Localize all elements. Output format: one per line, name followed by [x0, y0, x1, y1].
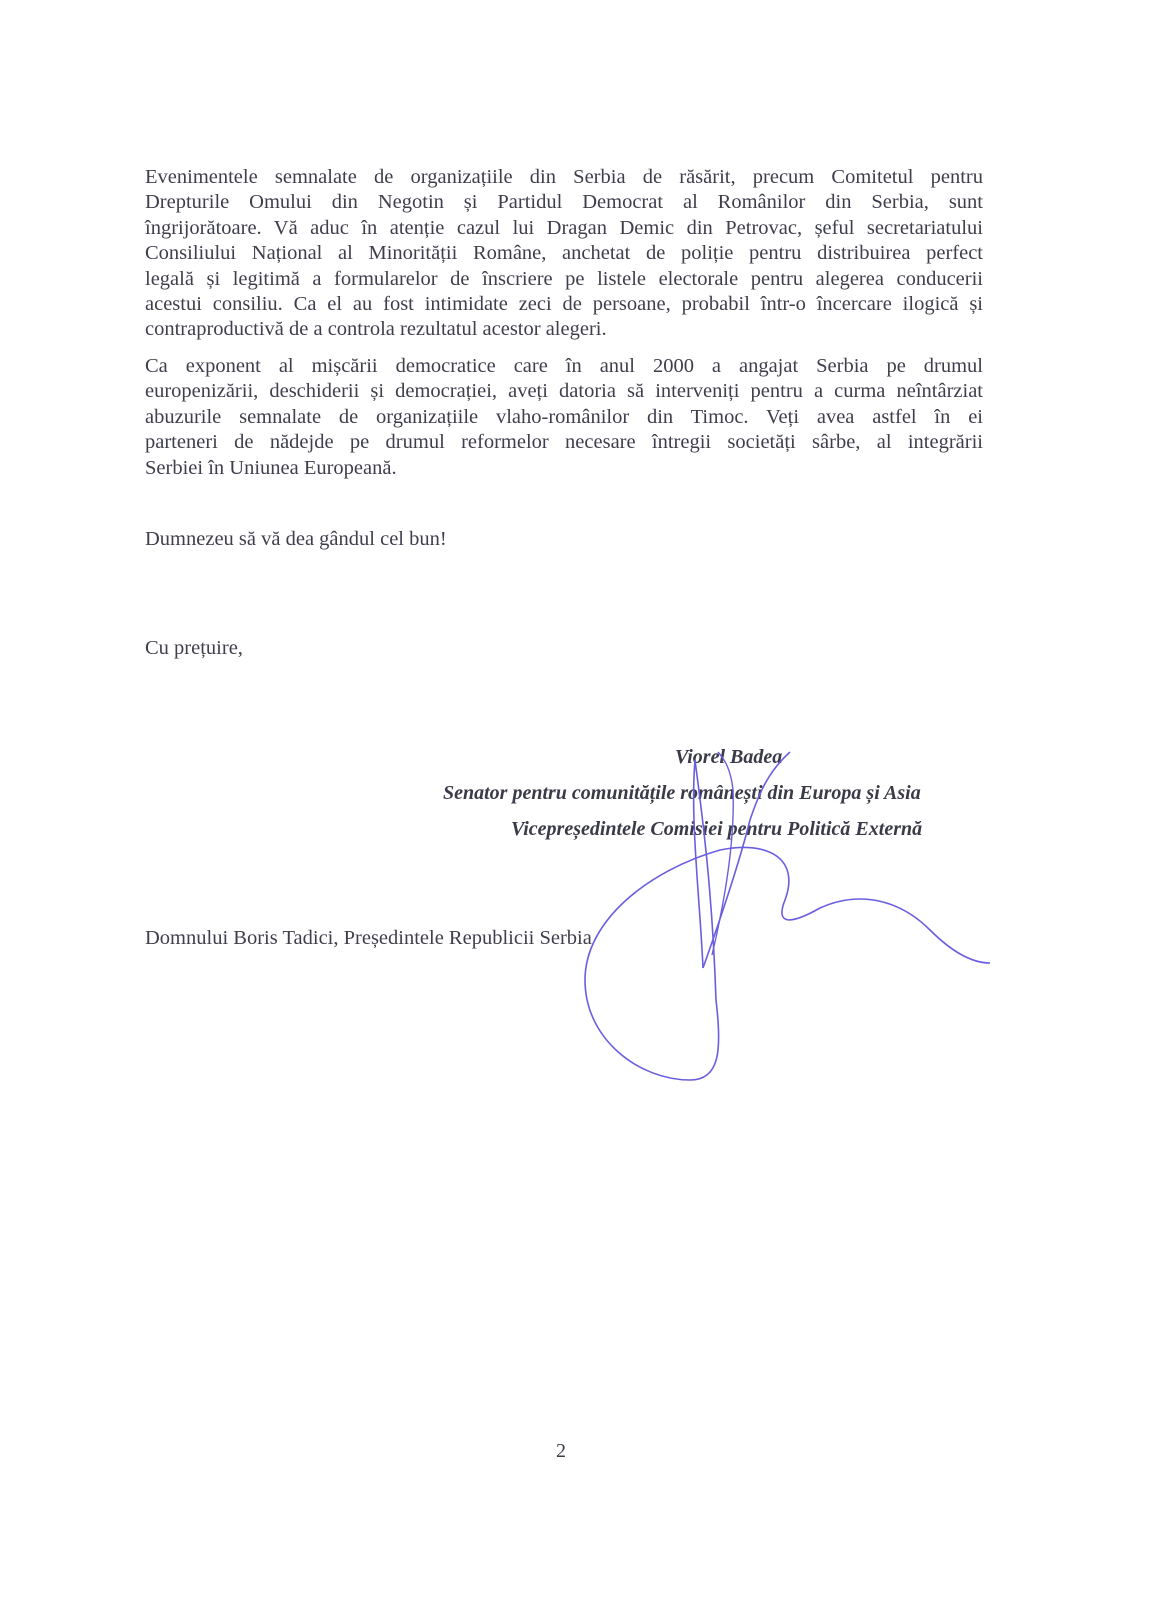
signatory-title-1: Senator pentru comunitățile românești din Europa și Asia — [443, 782, 921, 804]
paragraph-1 — [145, 165, 983, 343]
text-line: Ca exponent al mișcării democratice care în anul 2000 a angajat Serbia pe drumul — [145, 355, 983, 377]
page-number: 2 — [556, 1440, 566, 1462]
text-line: Serbiei în Uniunea Europeană. — [145, 456, 397, 479]
text-line: europenizării, deschiderii și democrației, aveți datoria să interveniți pentru a curma neîntârziat — [145, 380, 983, 403]
text-line: abuzurile semnalate de organizațiile vlaho-românilor din Timoc. Veți avea astfel în ei — [145, 405, 983, 428]
text-line: Evenimentele semnalate de organizațiile din Serbia de răsărit, precum Comitetul pentru — [145, 166, 983, 188]
text-line: legală și legitimă a formularelor de înscriere pe listele electorale pentru alegerea conducerii — [145, 267, 983, 290]
text-line: îngrijorătoare. Vă aduc în atenție cazul lui Dragan Demic din Petrovac, șeful secretariatului — [145, 216, 983, 239]
recipient: Domnului Boris Tadici, Președintele Republicii Serbia — [145, 927, 592, 949]
signatory-title-2: Vicepreședintele Comisiei pentru Politică Externă — [511, 818, 923, 840]
paragraph-2 — [145, 354, 983, 481]
text-line: contraproductivă de a controla rezultatul acestor alegeri. — [145, 318, 607, 341]
closing: Cu prețuire, — [145, 637, 243, 659]
text-line: parteneri de nădejde pe drumul reformelor necesare întregii societăți sârbe, al integrării — [145, 431, 983, 454]
text-line: Drepturile Omului din Negotin și Partidul Democrat al Românilor din Serbia, sunt — [145, 191, 983, 214]
text-line: Consiliului Național al Minorității Române, anchetat de poliție pentru distribuirea perfect — [145, 242, 983, 265]
signatory-name: Viorel Badea — [675, 746, 783, 768]
blessing: Dumnezeu să vă dea gândul cel bun! — [145, 528, 447, 550]
text-line: acestui consiliu. Ca el au fost intimidate zeci de persoane, probabil într-o încercare ilogică și — [145, 292, 983, 315]
